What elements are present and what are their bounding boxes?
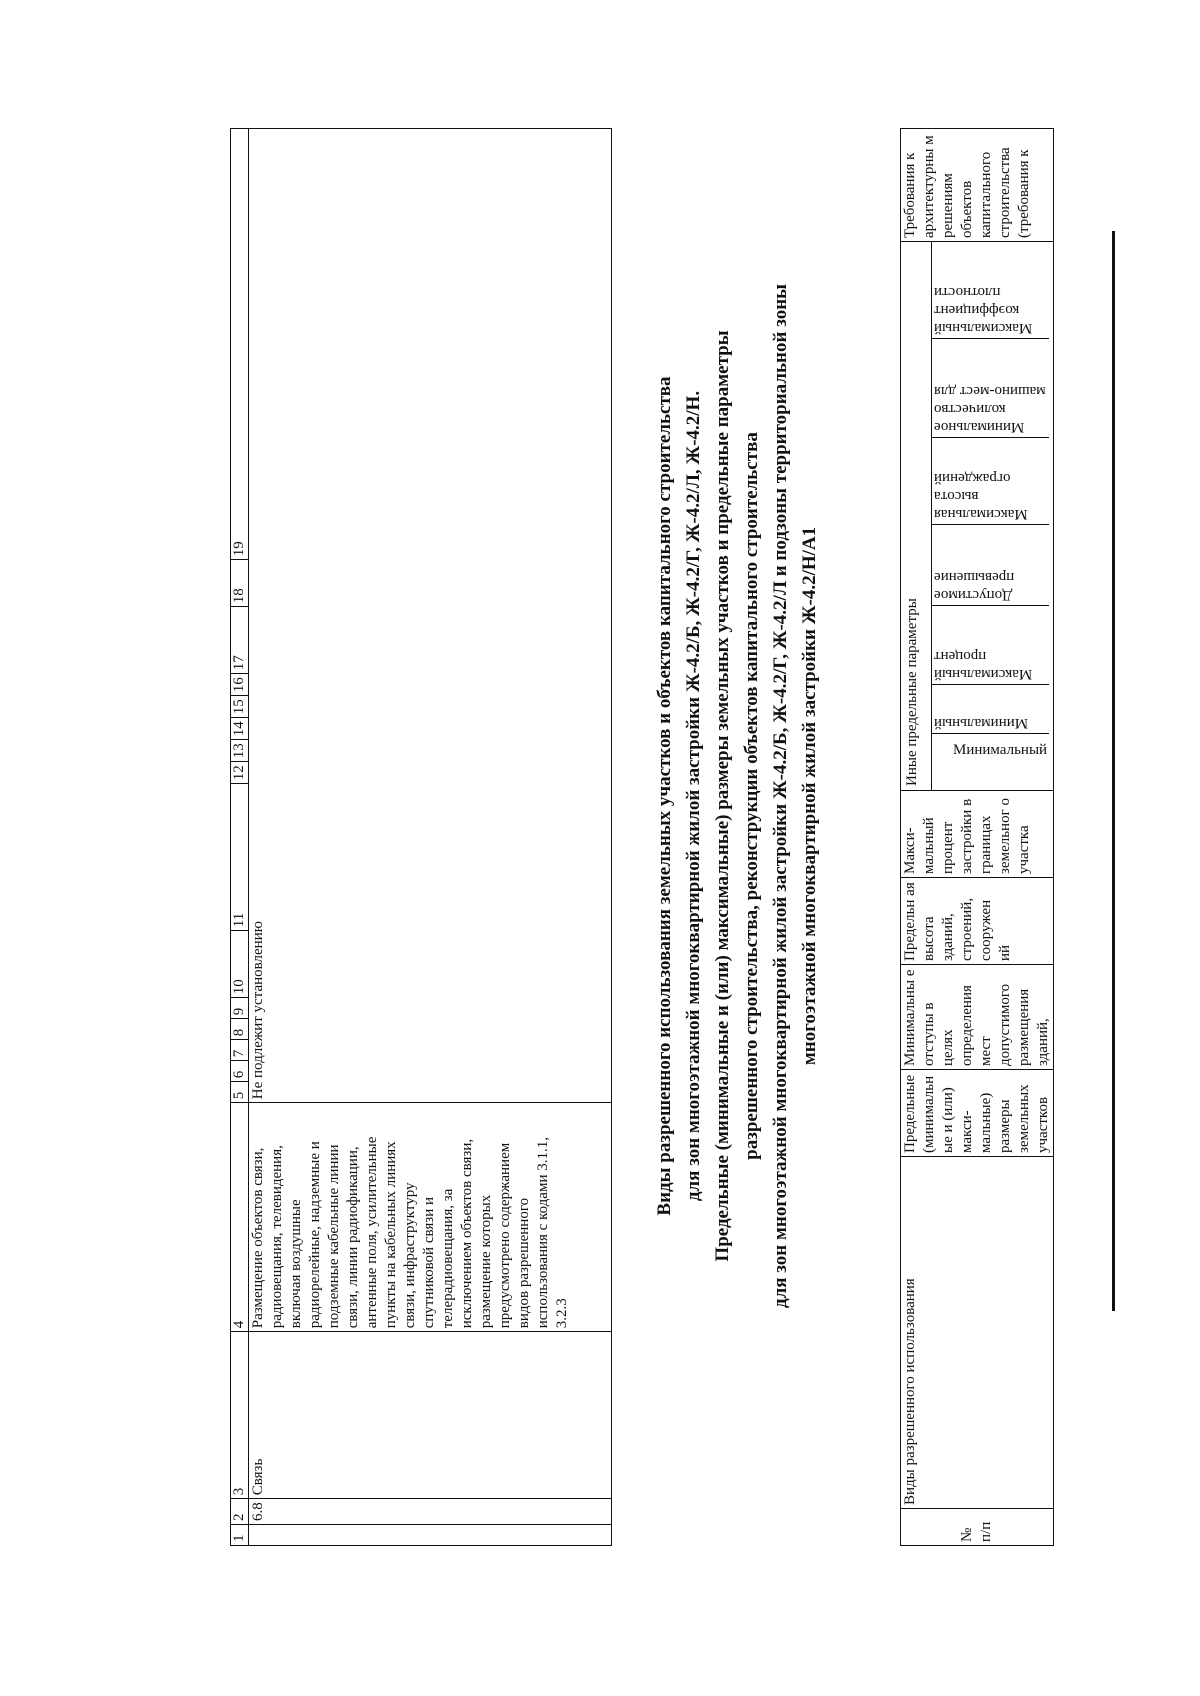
col-num-15: 15 [231,696,249,718]
row-name-cell: Связь [249,1332,612,1499]
sub-min-percent-2: Минимальный [932,684,1049,733]
col-num-9: 9 [231,998,249,1019]
col-num-14: 14 [231,718,249,740]
col-types-header: Виды разрешенного использования [901,1157,1054,1509]
col-sizes-header: Предельные (минимальн ые и (или) макси- мальные) размеры земельных участков [901,1070,1054,1157]
sub-min-parking: Минимальное количество машино-мест для [932,338,1049,437]
col-percent-header: Макси- мальный процент застройки в границах земельног о участка [901,791,1054,878]
col-num-8: 8 [231,1019,249,1040]
sub-allowed-excess: Допустимое превышение [932,524,1049,605]
col-num-16: 16 [231,674,249,696]
col-num-6: 6 [231,1061,249,1082]
sub-max-density-coef: Максимальный коэффициент плотности [934,284,1033,336]
col-requirements-header: Требования к архитектурны м решениям объектов капитального строительства (требования к [901,129,1054,242]
title-line-1: Виды разрешенного использования земельных участков и объектов капитального строительства [654,376,675,1216]
other-params-subcolumns [932,242,1049,790]
table-1 [230,128,612,1546]
row-num-cell [249,1525,612,1546]
title-line-6: многоэтажной многоквартирной жилой застройки Ж-4.2/Н/А1 [799,526,820,1066]
col-height-header: Предельн ая высота зданий, строений, сооружен ий [901,878,1054,965]
col-num-5: 5 [231,1082,249,1103]
col-num-10: 10 [231,931,249,998]
document-title [650,156,824,1436]
row-description-cell: Размещение объектов связи, радиовещания, телевидения, включая воздушные радиорелейные, надземные и подземные кабельные линии связи, линии радиофикации, антенные поля, усилительные пункты на кабельных линиях связи, инфраструктуру спутниковой связи и телерадиовещания, за исключением объектов связи, размещение которых предусмотрено содержанием видов разрешенного использования с кодами 3.1.1, 3.2.3 [249,1103,612,1332]
col-num-11: 11 [231,784,249,931]
col-num-18: 18 [231,560,249,607]
horizontal-rule [1112,231,1115,1311]
col-num-4: 4 [231,1103,249,1332]
table-1-header-row [231,129,249,1546]
title-line-4: разрешенного строительства, реконструкции объектов капитального строительства [741,432,762,1160]
col-setbacks-header: Минимальны е отступы в целях определения мест допустимого размещения зданий, [901,965,1054,1070]
table-2-header-row [901,129,1054,1546]
table-row [249,129,612,1546]
col-num-19: 19 [231,129,249,560]
col-num-17: 17 [231,607,249,674]
row-code-cell: 6.8 [249,1499,612,1525]
sub-min-percent: Минимальный [932,733,1049,790]
col-num-12: 12 [231,762,249,784]
sub-max-fence-height: Максимальная высота ограждений [932,437,1049,524]
col-num-1: 1 [231,1525,249,1546]
col-num-2: 2 [231,1499,249,1525]
sub-max-percent: Максимальный процент [932,605,1049,684]
title-line-3: Предельные (минимальные и (или) максимальные) размеры земельных участков и предельные параметры [712,330,733,1262]
title-line-2: для зон многоэтажной многоквартирной жилой застройки Ж-4.2/Б, Ж-4.2/Г, Ж-4.2/Л, Ж-4.2/Н. [683,390,704,1202]
col-num-7: 7 [231,1040,249,1061]
other-params-label: Иные предельные параметры [901,242,932,790]
col-num-3: 3 [231,1332,249,1499]
col-other-params-header [901,242,1054,791]
col-num-13: 13 [231,740,249,762]
table-2 [900,128,1054,1546]
title-line-5: для зон многоэтажной многоквартирной жилой застройки Ж-4.2/Б, Ж-4.2/Г, Ж-4.2/Л и подзоны территориальной зоны [770,283,791,1309]
row-note-cell: Не подлежит установлению [249,129,612,1103]
col-number-header: № п/п [901,1509,1054,1546]
